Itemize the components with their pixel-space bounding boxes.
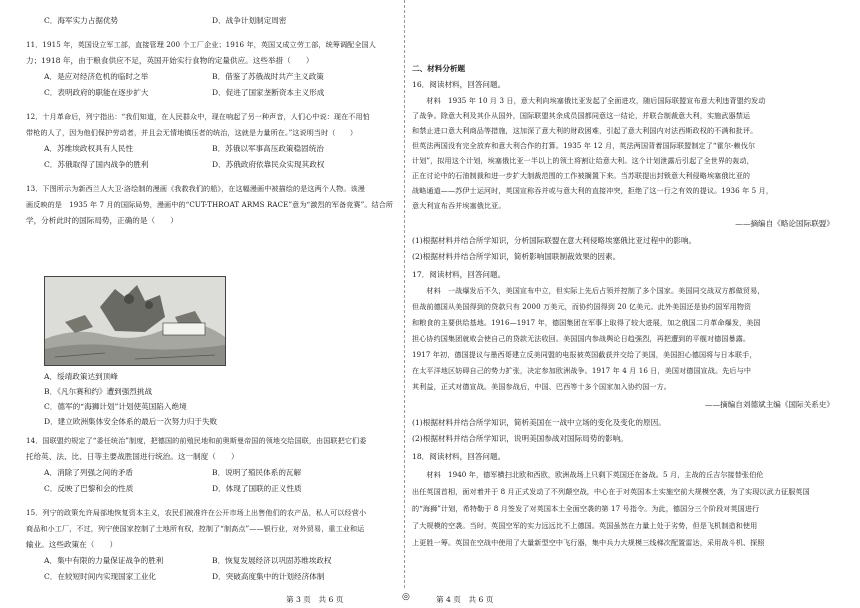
- q16-source: ——摘编自《略论国际联盟》: [735, 219, 834, 228]
- q13-line-3: 学，分析此时的国际局势，正确的是（ ）: [26, 216, 178, 225]
- q12-line-2: 带枪的人了，因为他们保护劳动者，并且会无情地镇压者的统治，这就是力量所在。”这说明当时（ ）: [26, 128, 358, 137]
- q11-option-c: C．表明政府的职能在逐步扩大: [44, 88, 149, 97]
- q12-option-c: C．苏俄取得了国内战争的胜利: [44, 160, 149, 169]
- left-column: [26, 0, 398, 608]
- right-column: [412, 0, 834, 608]
- q14-line-1: 14．国联盟约规定了“委任统治”制度，把德国的前殖民地和前奥斯曼帝国的领地交给国联，由国联把它们委: [26, 436, 367, 445]
- q18-material-4: 了大规模的空袭。当时，英国空军的实力远远比不上德国。英国虽然在力量上处于劣势，但是飞机制造和使用: [412, 521, 758, 530]
- q13-option-a: A．绥靖政策达到顶峰: [44, 372, 118, 381]
- q13-option-d: D．建立欧洲集体安全体系的最后一次努力归于失败: [44, 417, 218, 426]
- q17-question-1: (1)根据材料并结合所学知识，简析美国在一战中立场的变化及变化的原因。: [412, 418, 666, 427]
- q18-material-5: 上更胜一筹。英国在空战中使用了大量新型空中飞行器，集中兵力大规模三线梯次配置雷达，采用战斗机、探照: [412, 538, 765, 547]
- q14-option-c: C．反映了巴黎和会的性质: [44, 484, 134, 493]
- q17-material-5: 1917 年初，德国提议与墨西哥建立反美同盟的电报被英国截获并交给了美国，美国担心德国将与日本联手，: [412, 350, 757, 359]
- q17-source: ——摘编自刘德斌主编《国际关系史》: [704, 400, 834, 409]
- q18-material-2: 出任英国首相，面对着并于 8 月正式发动了不列颠空战，中心在于对英国本土实施空前大规模空袭，为了实现以武力征服英国: [412, 487, 810, 496]
- q17-material-1: 材料 一战爆发后不久，美国宣布中立，但实际上先后占领并控制了多个国家。美国同交战双方都做贸易，: [412, 286, 765, 295]
- q16-intro: 16．阅读材料，回答问题。: [412, 80, 506, 89]
- section-title: 二、材料分析题: [412, 64, 466, 73]
- q14-line-2: 托给英、法、比、日等主要战胜国进行统治。这一制度（ ）: [26, 452, 239, 461]
- q15-line-3: 输业。这些政策在（ ）: [26, 540, 118, 549]
- q11-line-2: 力；1918 年，由于粮食供应不足，英国开始实行食物的定量供应。这些举措（ ）: [26, 56, 314, 65]
- column-divider: [404, 0, 405, 588]
- q15-option-d: D．突破高度集中的计划经济体制: [212, 572, 325, 581]
- q18-material-1: 材料 1940 年，德军横扫北欧和西欧，欧洲战场上只剩下英国还在备战。5 月，主战的丘吉尔接替张伯伦: [412, 470, 764, 479]
- q17-question-2: (2)根据材料并结合所学知识，说明美国参战对国际局势的影响。: [412, 434, 628, 443]
- q16-material-8: 意大利宣布吞并埃塞俄比亚。: [412, 201, 506, 210]
- q16-question-1: (1)根据材料并结合所学知识，分析国际联盟在意大利侵略埃塞俄比亚过程中的影响。: [412, 236, 697, 245]
- cartoon-image: [44, 276, 226, 366]
- q11-option-b: B．借鉴了苏俄战时共产主义政策: [212, 72, 324, 81]
- q14-option-a: A．消除了列强之间的矛盾: [44, 468, 134, 477]
- q15-option-b: B．恢复发展经济以巩固苏维埃政权: [212, 556, 332, 565]
- option-d: D．战争计划制定周密: [212, 16, 287, 25]
- q15-line-2: 商品和小工厂，不过，列宁使国家控制了土地所有权，控制了“制高点”——银行业，对外贸易，重工业和运: [26, 524, 365, 533]
- q12-option-a: A．苏维埃政权具有人民性: [44, 144, 134, 153]
- q15-line-1: 15．列宁的政策允许局部地恢复资本主义，农民们被准许在公开市场上出售他们的农产品，私人可以经营小: [26, 508, 367, 517]
- q16-material-2: 了战争。除意大利及其仆从国外，国际联盟其余成员国都同意这一结论，并联合制裁意大利，实施武器禁运: [412, 111, 751, 120]
- q12-option-d: D．苏俄政府依靠民众实现其政权: [212, 160, 325, 169]
- option-c: C．海军实力占据优势: [44, 16, 119, 25]
- cartoon-drawing: [45, 277, 225, 365]
- q15-option-c: C．在较短时间内实现国家工业化: [44, 572, 157, 581]
- q13-option-c: C．德军的“海狮计划”计划使英国陷入绝境: [44, 402, 187, 411]
- q16-material-6: 正在讨论中的石油制裁和进一步扩大制裁范围的工作被搁置下来。当苏联提出封锁意大利侵略埃塞俄比亚的: [412, 171, 751, 180]
- q13-line-2: 画反映的是 1935 年 7 月的国际局势，漫画中的“CUT-THROAT ARMS RACE”意为“激烈的军备竞赛”。结合所: [26, 200, 394, 209]
- footer-page-right: 第 4 页 共 6 页: [436, 595, 494, 604]
- q13-option-b: B．《凡尔赛和约》遭到强烈挑战: [44, 387, 153, 396]
- q11-option-d: D．促进了国家垄断资本主义形成: [212, 88, 325, 97]
- q11-option-a: A．是应对经济危机的临时之举: [44, 72, 149, 81]
- q16-question-2: (2)根据材料并结合所学知识，简析影响国联制裁效果的因素。: [412, 252, 621, 261]
- q16-material-3: 和禁止进口意大利商品等措施，这加深了意大利的财政困难，引起了意大利国内对法西斯政权的不满和批评。: [412, 126, 758, 135]
- q18-intro: 18．阅读材料，回答问题。: [412, 452, 506, 461]
- q17-material-2: 但战前德国从美国得到的贷款只有 2000 万美元，而协约国得到 20 亿美元。此外美国还是协约国军用物资: [412, 302, 752, 311]
- q17-material-7: 其利益，正式对德宣战。美国参战后，中国、巴西等十多个国家加入协约国一方。: [412, 382, 671, 391]
- q16-material-4: 但英法两国没有完全放弃和意大利合作的打算。1935 年 12 月，英法两国背着国际联盟制定了“霍尔-赖伐尔: [412, 141, 756, 150]
- q13-line-1: 13．下图所示为新西兰人大卫·洛绘制的漫画《我救我们的船》，在这幅漫画中被描绘的是这两个人物。该漫: [26, 184, 365, 193]
- q18-material-3: 的“海狮”计划，希特勒于 8 月签发了对英国本土全面空袭的第 17 号指令。为此，德国分三个阶段对英国进行: [412, 504, 760, 513]
- q17-intro: 17．阅读材料，回答问题。: [412, 270, 506, 279]
- q11-line-1: 11．1915 年，英国设立军工部，直接管理 200 个工厂企业；1916 年，英国又成立劳工部，统筹调配全国人: [26, 40, 376, 49]
- q17-material-3: 和粮食的主要供给基地。1916—1917 年，德国集团在军事上取得了较大进展，加之俄国二月革命爆发，美国: [412, 318, 761, 327]
- q14-option-b: B．说明了殖民体系的瓦解: [212, 468, 302, 477]
- q17-material-4: 担心协约国集团就败会使自己的贷款无法收回。美国国内参战舆论日趋强烈，再把遭到的平舰对德国暴露。: [412, 334, 751, 343]
- q12-option-b: B．苏俄以军事高压政策稳固统治: [212, 144, 324, 153]
- q16-material-1: 材料 1935 年 10 月 3 日，意大利向埃塞俄比亚发起了全面进攻，随后国际联盟宣布意大利违背盟约发动: [412, 96, 766, 105]
- q12-line-1: 12．十月革命后，列宁指出：“我们知道，在人民群众中，现在响起了另一种声音，人们心中说：现在不用怕: [26, 112, 370, 121]
- q16-material-5: 计划”，拟用这个计划，埃塞俄比亚一半以上的领土将割让给意大利。这个计划泄露后引起了全世界的轰动，: [412, 156, 754, 165]
- q17-material-6: 在太平洋地区妨碍自己的势力扩张，决定参加欧洲战争。1917 年 4 月 16 日，美国对德国宣战。先后与中: [412, 366, 752, 375]
- center-mark-icon: ◎: [402, 592, 410, 602]
- q14-option-d: D．体现了国联的正义性质: [212, 484, 302, 493]
- q16-material-7: 战略通道——苏伊士运河时，英国宣称吞并或与意大利的直接冲突，拒绝了这一行之有效的提议。1936 年 5 月，: [412, 186, 774, 195]
- footer-page-left: 第 3 页 共 6 页: [286, 595, 344, 604]
- q15-option-a: A．集中有限的力量保证战争的胜利: [44, 556, 164, 565]
